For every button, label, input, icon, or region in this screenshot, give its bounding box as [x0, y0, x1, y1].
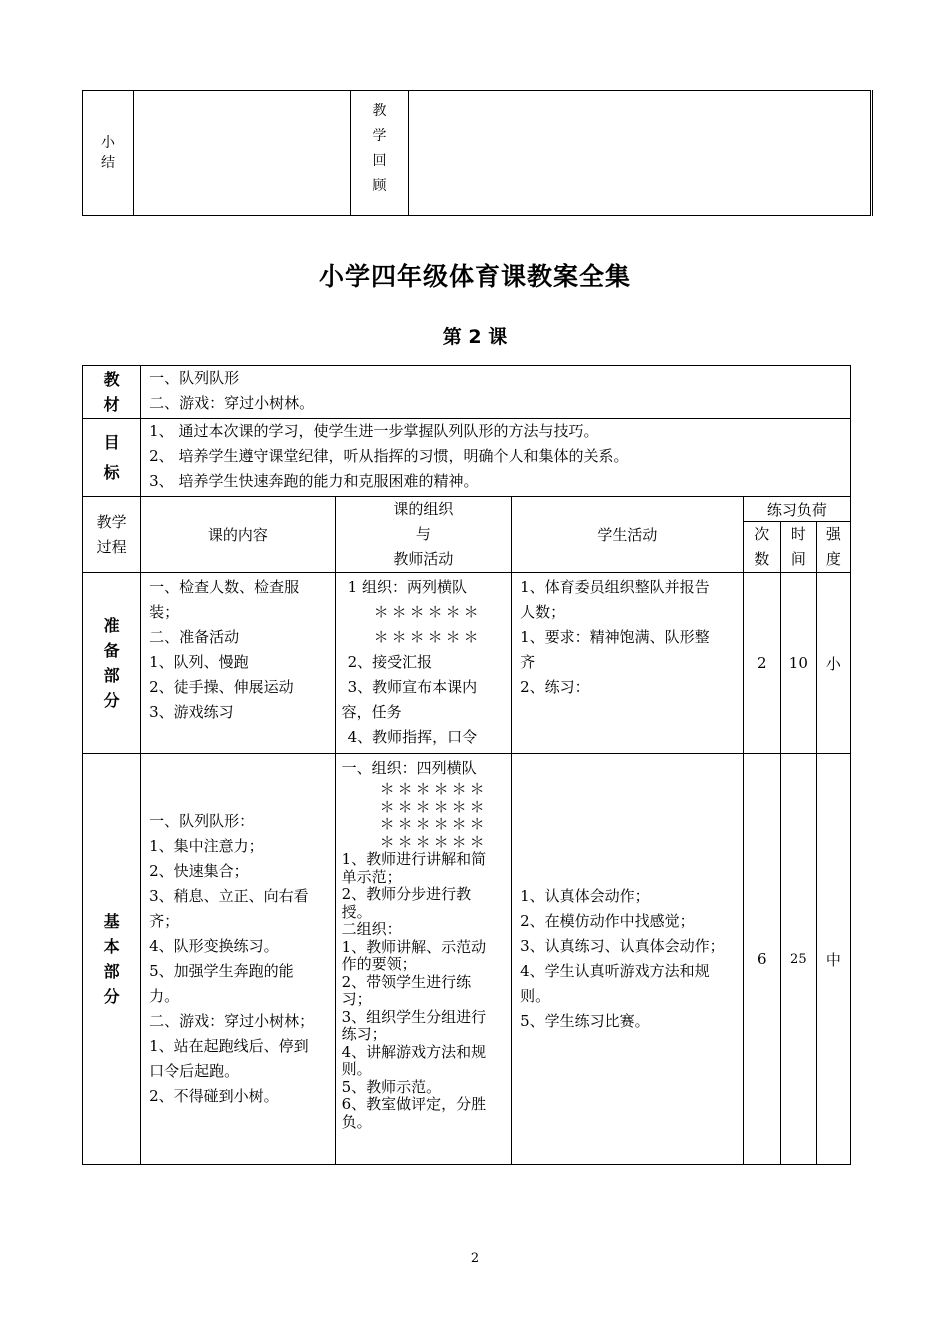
basic-student [512, 754, 744, 1165]
header-count-text: 次 [754, 525, 770, 543]
basic-label-char: 部 [103, 962, 120, 981]
header-time-text: 间 [790, 550, 806, 568]
header-load: 练习负荷 [743, 497, 850, 522]
summary-table [82, 90, 873, 216]
basic-organization-line: 授。 [341, 902, 372, 921]
basic-content-line: 3、稍息、立正、向右看 [149, 887, 309, 905]
basic-organization-line: 4、讲解游戏方法和规 [341, 1042, 487, 1061]
formation-stars: ＊＊＊＊＊＊ [373, 628, 482, 646]
basic-organization-line: 一、组织：四列横队 [341, 759, 477, 777]
basic-organization [335, 754, 511, 1165]
objectives-label-char: 目 [103, 432, 120, 452]
prep-organization-line: 3、教师宣布本课内 [347, 678, 478, 696]
header-intensity [816, 522, 850, 573]
materials-label [83, 366, 141, 419]
prep-label-char: 准 [103, 616, 120, 635]
header-process-text: 教学 [96, 512, 127, 531]
basic-organization-line: 二组织： [341, 920, 402, 938]
prep-content-line: 二、准备活动 [149, 628, 240, 646]
header-organization-text: 课的组织 [393, 500, 454, 518]
basic-organization-line: 单示范； [341, 867, 402, 886]
prep-content-line: 2、徒手操、伸展运动 [149, 678, 294, 696]
page-title: 小学四年级体育课教案全集 [318, 262, 631, 291]
objectives-item: 3、 培养学生快速奔跑的能力和克服困难的精神。 [149, 472, 479, 490]
prep-organization-line: 2、接受汇报 [347, 653, 433, 671]
basic-intensity: 中 [816, 754, 850, 1165]
basic-count: 6 [743, 754, 780, 1165]
basic-row [83, 754, 851, 1165]
basic-organization-line: 2、带领学生进行练 [341, 972, 472, 991]
header-organization-text: 教师活动 [393, 550, 454, 568]
summary-content-cell [134, 91, 351, 216]
basic-organization-line: 练习； [341, 1025, 387, 1043]
basic-content-line: 2、不得碰到小树。 [149, 1087, 279, 1105]
header-organization [335, 497, 511, 573]
basic-content-line: 口令后起跑。 [149, 1062, 240, 1080]
header-content: 课的内容 [141, 497, 336, 573]
header-count-text: 数 [754, 550, 770, 568]
basic-content-line: 一、队列队形： [149, 812, 255, 830]
prep-label-char: 分 [103, 691, 120, 710]
prep-student-line: 1、体育委员组织整队并报告 [520, 578, 710, 596]
basic-label [83, 754, 141, 1165]
review-label-char: 学 [372, 128, 387, 144]
basic-organization-line: 习； [341, 990, 372, 1008]
header-count [743, 522, 780, 573]
basic-content-line: 力。 [149, 987, 180, 1005]
prep-student-line: 1、要求：精神饱满、队形整 [520, 628, 710, 646]
prep-content-line: 一、检查人数、检查服 [149, 578, 300, 596]
prep-label [83, 573, 141, 754]
basic-content-line: 4、队形变换练习。 [149, 937, 279, 955]
basic-organization-line: 1、教师进行讲解和简 [341, 850, 487, 868]
formation-stars: ＊＊＊＊＊＊ [379, 815, 488, 833]
header-intensity-text: 强 [825, 525, 841, 543]
basic-label-char: 分 [103, 987, 120, 1006]
objectives-label [83, 419, 141, 497]
materials-content [141, 366, 851, 419]
review-label-char: 顾 [372, 178, 387, 194]
basic-student-line: 5、学生练习比赛。 [520, 1012, 650, 1030]
prep-student-line: 2、练习： [520, 678, 590, 696]
basic-content-line: 1、集中注意力； [149, 837, 264, 855]
review-label-cell [351, 91, 409, 216]
basic-time: 25 [780, 754, 816, 1165]
lesson-plan-table [82, 365, 851, 1165]
basic-content-line: 二、游戏：穿过小树林； [149, 1012, 315, 1030]
prep-label-char: 备 [103, 641, 120, 660]
basic-organization-line: 负。 [341, 1112, 372, 1131]
objectives-item: 1、 通过本次课的学习，使学生进一步掌握队列队形的方法与技巧。 [149, 422, 599, 440]
prep-organization [335, 573, 511, 754]
basic-content-line: 齐； [149, 912, 180, 930]
basic-student-line: 2、在模仿动作中找感觉； [520, 912, 695, 930]
basic-organization-line: 3、组织学生分组进行 [341, 1007, 487, 1026]
objectives-label-char: 标 [103, 462, 120, 482]
summary-label-cell [83, 91, 134, 216]
prep-row [83, 573, 851, 754]
materials-label-char: 材 [103, 395, 120, 414]
header-process-text: 过程 [96, 537, 127, 556]
materials-label-char: 教 [103, 370, 120, 389]
materials-row [83, 366, 851, 419]
materials-item: 一、队列队形 [149, 369, 240, 387]
prep-content-line: 3、游戏练习 [149, 703, 234, 721]
objectives-item: 2、 培养学生遵守课堂纪律，听从指挥的习惯，明确个人和集体的关系。 [149, 447, 629, 465]
basic-label-char: 基 [103, 912, 120, 931]
header-time [780, 522, 816, 573]
prep-student-line: 人数； [520, 603, 566, 621]
prep-content-line: 1、队列、慢跑 [149, 653, 249, 671]
summary-label-char: 结 [101, 155, 115, 171]
basic-label-char: 本 [103, 937, 120, 956]
basic-organization-line: 6、教室做评定，分胜 [341, 1095, 487, 1113]
basic-content-line: 5、加强学生奔跑的能 [149, 962, 294, 980]
basic-organization-line: 5、教师示范。 [341, 1077, 442, 1096]
objectives-content [141, 419, 851, 497]
prep-student [512, 573, 744, 754]
prep-time: 10 [780, 573, 816, 754]
basic-student-line: 4、学生认真听游戏方法和规 [520, 962, 710, 980]
page-number: 2 [470, 1251, 480, 1266]
basic-student-line: 1、认真体会动作； [520, 887, 650, 905]
header-student: 学生活动 [512, 497, 744, 573]
review-label-char: 回 [372, 153, 387, 169]
header-organization-text: 与 [415, 525, 431, 543]
materials-item: 二、游戏：穿过小树林。 [149, 394, 315, 412]
basic-organization-line: 2、教师分步进行教 [341, 885, 472, 903]
formation-stars: ＊＊＊＊＊＊ [379, 832, 488, 851]
basic-content [141, 754, 336, 1165]
basic-student-line: 则。 [520, 987, 551, 1005]
formation-stars: ＊＊＊＊＊＊ [379, 797, 488, 816]
header-intensity-text: 度 [825, 550, 841, 568]
prep-intensity: 小 [816, 573, 850, 754]
prep-organization-line: 4、教师指挥，口令 [347, 728, 478, 746]
objectives-row [83, 419, 851, 497]
prep-label-char: 部 [103, 666, 120, 685]
basic-organization-line: 作的要领； [341, 955, 417, 973]
basic-organization-line: 1、教师讲解、示范动 [341, 937, 487, 956]
basic-content-line: 2、快速集合； [149, 862, 249, 880]
basic-organization-line: 则。 [341, 1060, 372, 1078]
formation-stars: ＊＊＊＊＊＊ [379, 780, 488, 798]
lesson-number: 第 2 课 [442, 326, 508, 348]
header-row [83, 497, 851, 522]
basic-content-line: 1、站在起跑线后、停到 [149, 1037, 309, 1055]
review-label-char: 教 [372, 103, 387, 119]
header-process [83, 497, 141, 573]
prep-content-line: 装； [149, 603, 180, 621]
prep-organization-line: 1 组织：两列横队 [347, 578, 467, 596]
summary-label-char: 小 [101, 135, 115, 151]
header-time-text: 时 [790, 525, 806, 543]
basic-student-line: 3、认真练习、认真体会动作； [520, 937, 725, 955]
review-content-cell [409, 91, 872, 216]
prep-count: 2 [743, 573, 780, 754]
formation-stars: ＊＊＊＊＊＊ [373, 603, 482, 621]
prep-content [141, 573, 336, 754]
prep-organization-line: 容，任务 [341, 703, 402, 721]
prep-student-line: 齐 [520, 653, 536, 671]
